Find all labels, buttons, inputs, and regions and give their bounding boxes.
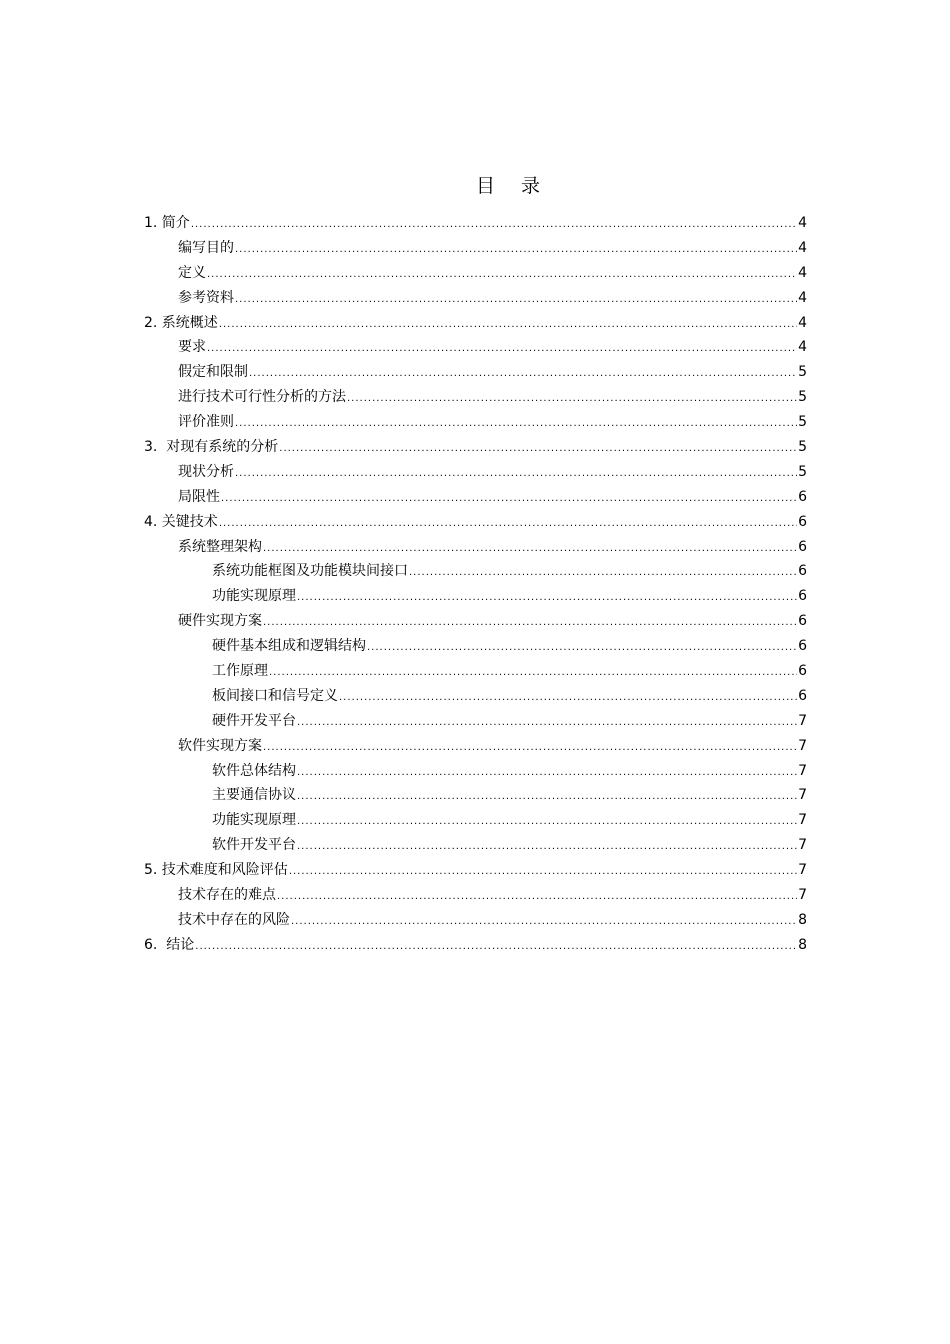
toc-leader-dots: [409, 561, 797, 585]
toc-leader-dots: [263, 611, 797, 635]
toc-entry-page: 6: [798, 613, 807, 630]
toc-entry-page: 7: [798, 837, 807, 854]
toc-entry-label: 系统功能框图及功能模块间接口: [212, 563, 408, 580]
toc-entry[interactable]: [144, 584, 807, 609]
toc-entry-page: 6: [798, 687, 807, 704]
toc-leader-dots: [291, 910, 797, 934]
toc-entry-label: 硬件基本组成和逻辑结构: [212, 638, 366, 655]
toc-entry-page: 6: [798, 488, 807, 505]
toc-entry-page: 6: [798, 538, 807, 555]
toc-leader-dots: [191, 213, 797, 237]
toc-leader-dots: [221, 487, 797, 511]
toc-entry-label: 局限性: [178, 488, 220, 505]
toc-leader-dots: [279, 437, 797, 461]
toc-entry[interactable]: [144, 659, 807, 684]
toc-entry-label: 5. 技术难度和风险评估: [144, 862, 288, 879]
toc-entry-label: 评价准则: [178, 414, 234, 431]
toc-entry-page: 7: [798, 712, 807, 729]
toc-entry-label: 硬件开发平台: [212, 712, 296, 729]
toc-entry[interactable]: [144, 261, 807, 286]
toc-entry-page: 7: [798, 812, 807, 829]
toc-leader-dots: [263, 736, 797, 760]
toc-entry[interactable]: [144, 709, 807, 734]
toc-entry-label: 2. 系统概述: [144, 314, 218, 331]
toc-entry-page: 5: [798, 364, 807, 381]
toc-entry[interactable]: [144, 485, 807, 510]
toc-leader-dots: [207, 263, 797, 287]
toc-entry-page: 5: [798, 463, 807, 480]
toc-entry[interactable]: [144, 510, 807, 535]
toc-entry-page: 4: [798, 314, 807, 331]
toc-leader-dots: [367, 636, 797, 660]
toc-entry-label: 4. 关键技术: [144, 513, 218, 530]
toc-entry-page: 6: [798, 563, 807, 580]
toc-leader-dots: [277, 885, 797, 909]
toc-entry-page: 6: [798, 638, 807, 655]
toc-entry[interactable]: [144, 311, 807, 336]
toc-entry[interactable]: [144, 286, 807, 311]
toc-entry[interactable]: [144, 734, 807, 759]
toc-entry[interactable]: [144, 211, 807, 236]
toc-entry[interactable]: [144, 609, 807, 634]
toc-entry-label: 进行技术可行性分析的方法: [178, 389, 346, 406]
toc-leader-dots: [347, 387, 797, 411]
toc-entry-page: 7: [798, 787, 807, 804]
toc-entry-label: 功能实现原理: [212, 588, 296, 605]
toc-entry-label: 定义: [178, 264, 206, 281]
toc-list: [144, 211, 807, 958]
toc-entry[interactable]: [144, 908, 807, 933]
toc-entry-label: 技术中存在的风险: [178, 911, 290, 928]
toc-entry[interactable]: [144, 933, 807, 958]
toc-leader-dots: [263, 537, 797, 561]
toc-entry-page: 4: [798, 239, 807, 256]
toc-entry-page: 7: [798, 887, 807, 904]
toc-entry[interactable]: [144, 435, 807, 460]
toc-entry-label: 编写目的: [178, 239, 234, 256]
toc-entry[interactable]: [144, 236, 807, 261]
toc-entry-label: 现状分析: [178, 463, 234, 480]
toc-leader-dots: [297, 810, 797, 834]
toc-leader-dots: [297, 835, 797, 859]
toc-entry[interactable]: [144, 759, 807, 784]
toc-entry-label: 技术存在的难点: [178, 887, 276, 904]
toc-entry-label: 硬件实现方案: [178, 613, 262, 630]
toc-entry-page: 6: [798, 588, 807, 605]
toc-leader-dots: [207, 337, 797, 361]
toc-leader-dots: [339, 686, 797, 710]
toc-entry-page: 8: [798, 936, 807, 953]
toc-leader-dots: [297, 711, 797, 735]
toc-entry[interactable]: [144, 858, 807, 883]
toc-leader-dots: [297, 761, 797, 785]
toc-entry[interactable]: [144, 833, 807, 858]
toc-entry-page: 6: [798, 663, 807, 680]
toc-entry-label: 软件总体结构: [212, 762, 296, 779]
toc-leader-dots: [235, 288, 797, 312]
toc-leader-dots: [235, 238, 797, 262]
toc-entry-page: 7: [798, 762, 807, 779]
toc-entry[interactable]: [144, 684, 807, 709]
toc-entry-label: 假定和限制: [178, 364, 248, 381]
toc-entry-page: 6: [798, 513, 807, 530]
toc-entry-page: 5: [798, 439, 807, 456]
toc-entry-label: 工作原理: [212, 663, 268, 680]
toc-leader-dots: [235, 462, 797, 486]
toc-entry[interactable]: [144, 410, 807, 435]
toc-leader-dots: [195, 935, 797, 959]
toc-entry[interactable]: [144, 883, 807, 908]
toc-entry-page: 5: [798, 389, 807, 406]
toc-entry[interactable]: [144, 535, 807, 560]
toc-entry-label: 3. 对现有系统的分析: [144, 439, 279, 456]
toc-entry-page: 7: [798, 862, 807, 879]
toc-leader-dots: [249, 362, 797, 386]
toc-entry[interactable]: [144, 783, 807, 808]
toc-entry-label: 6. 结论: [144, 936, 195, 953]
toc-entry-label: 系统整理架构: [178, 538, 262, 555]
toc-entry-label: 1. 简介: [144, 215, 190, 231]
toc-entry-page: 4: [798, 289, 807, 306]
toc-entry[interactable]: [144, 335, 807, 360]
toc-entry[interactable]: [144, 559, 807, 584]
toc-entry-page: 5: [798, 414, 807, 431]
toc-entry-page: 4: [798, 215, 807, 231]
toc-leader-dots: [235, 412, 797, 436]
toc-leader-dots: [219, 512, 797, 536]
toc-entry-page: 4: [798, 264, 807, 281]
toc-entry-page: 4: [798, 339, 807, 356]
toc-entry[interactable]: [144, 360, 807, 385]
toc-leader-dots: [219, 313, 797, 337]
toc-entry[interactable]: [144, 460, 807, 485]
toc-leader-dots: [297, 785, 797, 809]
toc-entry[interactable]: [144, 634, 807, 659]
toc-leader-dots: [297, 586, 797, 610]
toc-entry-label: 板间接口和信号定义: [212, 687, 338, 704]
toc-entry[interactable]: [144, 808, 807, 833]
toc-entry-label: 软件实现方案: [178, 737, 262, 754]
toc-leader-dots: [269, 661, 797, 685]
toc-entry[interactable]: [144, 385, 807, 410]
toc-title: 目 录: [475, 175, 551, 197]
toc-entry-label: 参考资料: [178, 289, 234, 306]
toc-entry-page: 8: [798, 911, 807, 928]
toc-entry-label: 功能实现原理: [212, 812, 296, 829]
toc-entry-label: 软件开发平台: [212, 837, 296, 854]
toc-entry-page: 7: [798, 737, 807, 754]
toc-leader-dots: [289, 860, 797, 884]
toc-entry-label: 主要通信协议: [212, 787, 296, 804]
toc-entry-label: 要求: [178, 339, 206, 356]
